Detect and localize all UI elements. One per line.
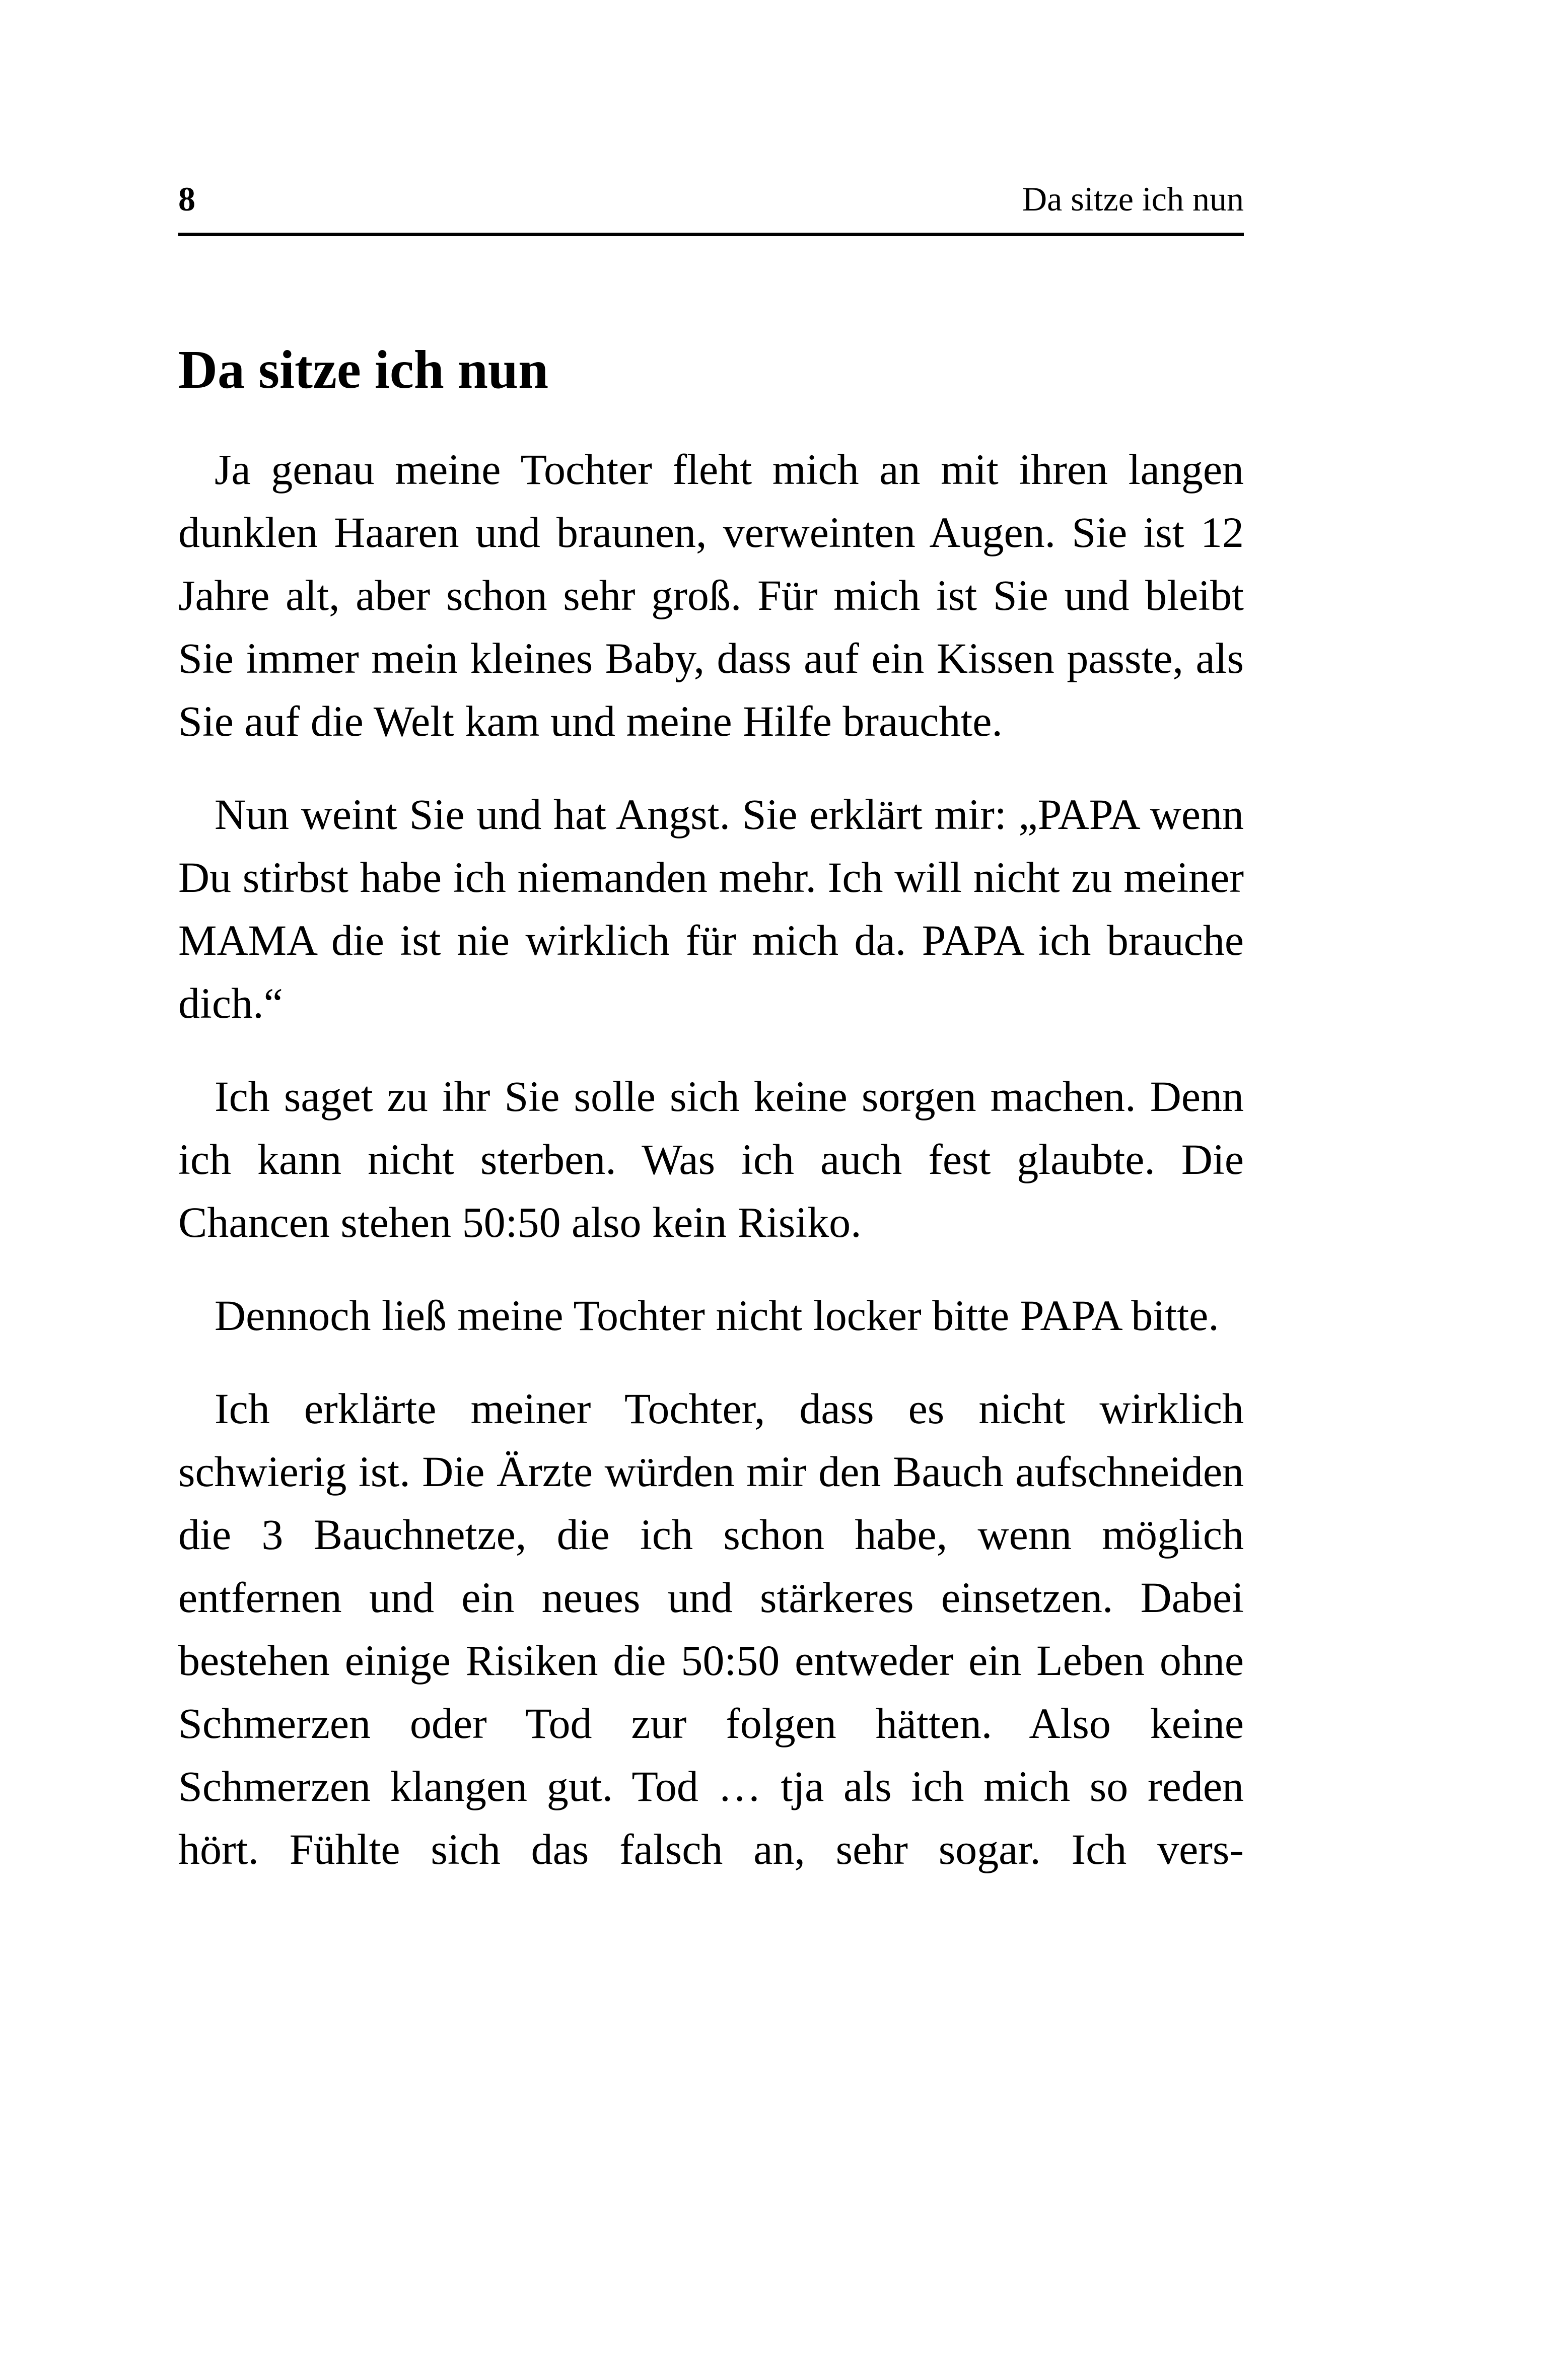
paragraph-1: Ja genau meine Tochter fleht mich an mit ihren langen dunklen Haaren und braunen, verweinten Augen. Sie ist 12 Jahre alt, aber schon sehr groß. Für mich ist Sie und bleibt Sie immer mein kleines Baby, dass auf ein Kissen passte, als Sie auf die Welt kam und meine Hilfe brauchte. (178, 445, 1244, 745)
running-header (178, 174, 1244, 224)
header-rule (178, 233, 1244, 236)
running-title: Da sitze ich nun (1022, 180, 1244, 218)
body-text (178, 438, 1244, 1881)
paragraph-4: Dennoch ließ meine Tochter nicht locker bitte PAPA bitte. (215, 1291, 1219, 1340)
chapter-title: Da sitze ich nun (178, 340, 549, 400)
paragraph-2: Nun weint Sie und hat Angst. Sie erklärt mir: „PAPA wenn Du stirbst habe ich niemanden mehr. Ich will nicht zu meiner MAMA die ist nie wirklich für mich da. PAPA ich brauche dich.“ (178, 790, 1244, 1027)
paragraph-5: Ich erklärte meiner Tochter, dass es nicht wirklich schwierig ist. Die Ärzte würden mir den Bauch aufschneiden die 3 Bauchnetze, die ich schon habe, wenn möglich entfernen und ein neues und stärkeres einsetzen. Dabei bestehen einige Risiken die 50:50 entweder ein Leben ohne Schmerzen oder Tod zur folgen hätten. Also keine Schmerzen klangen gut. Tod … tja als ich mich so reden hört. Fühlte sich das falsch an, sehr sogar. Ich vers- (178, 1384, 1244, 1873)
page-number: 8 (178, 180, 195, 218)
paragraph-3: Ich saget zu ihr Sie solle sich keine sorgen machen. Denn ich kann nicht sterben. Was ich auch fest glaubte. Die Chancen stehen 50:50 also kein Risiko. (178, 1072, 1244, 1246)
book-page (178, 0, 1244, 2380)
